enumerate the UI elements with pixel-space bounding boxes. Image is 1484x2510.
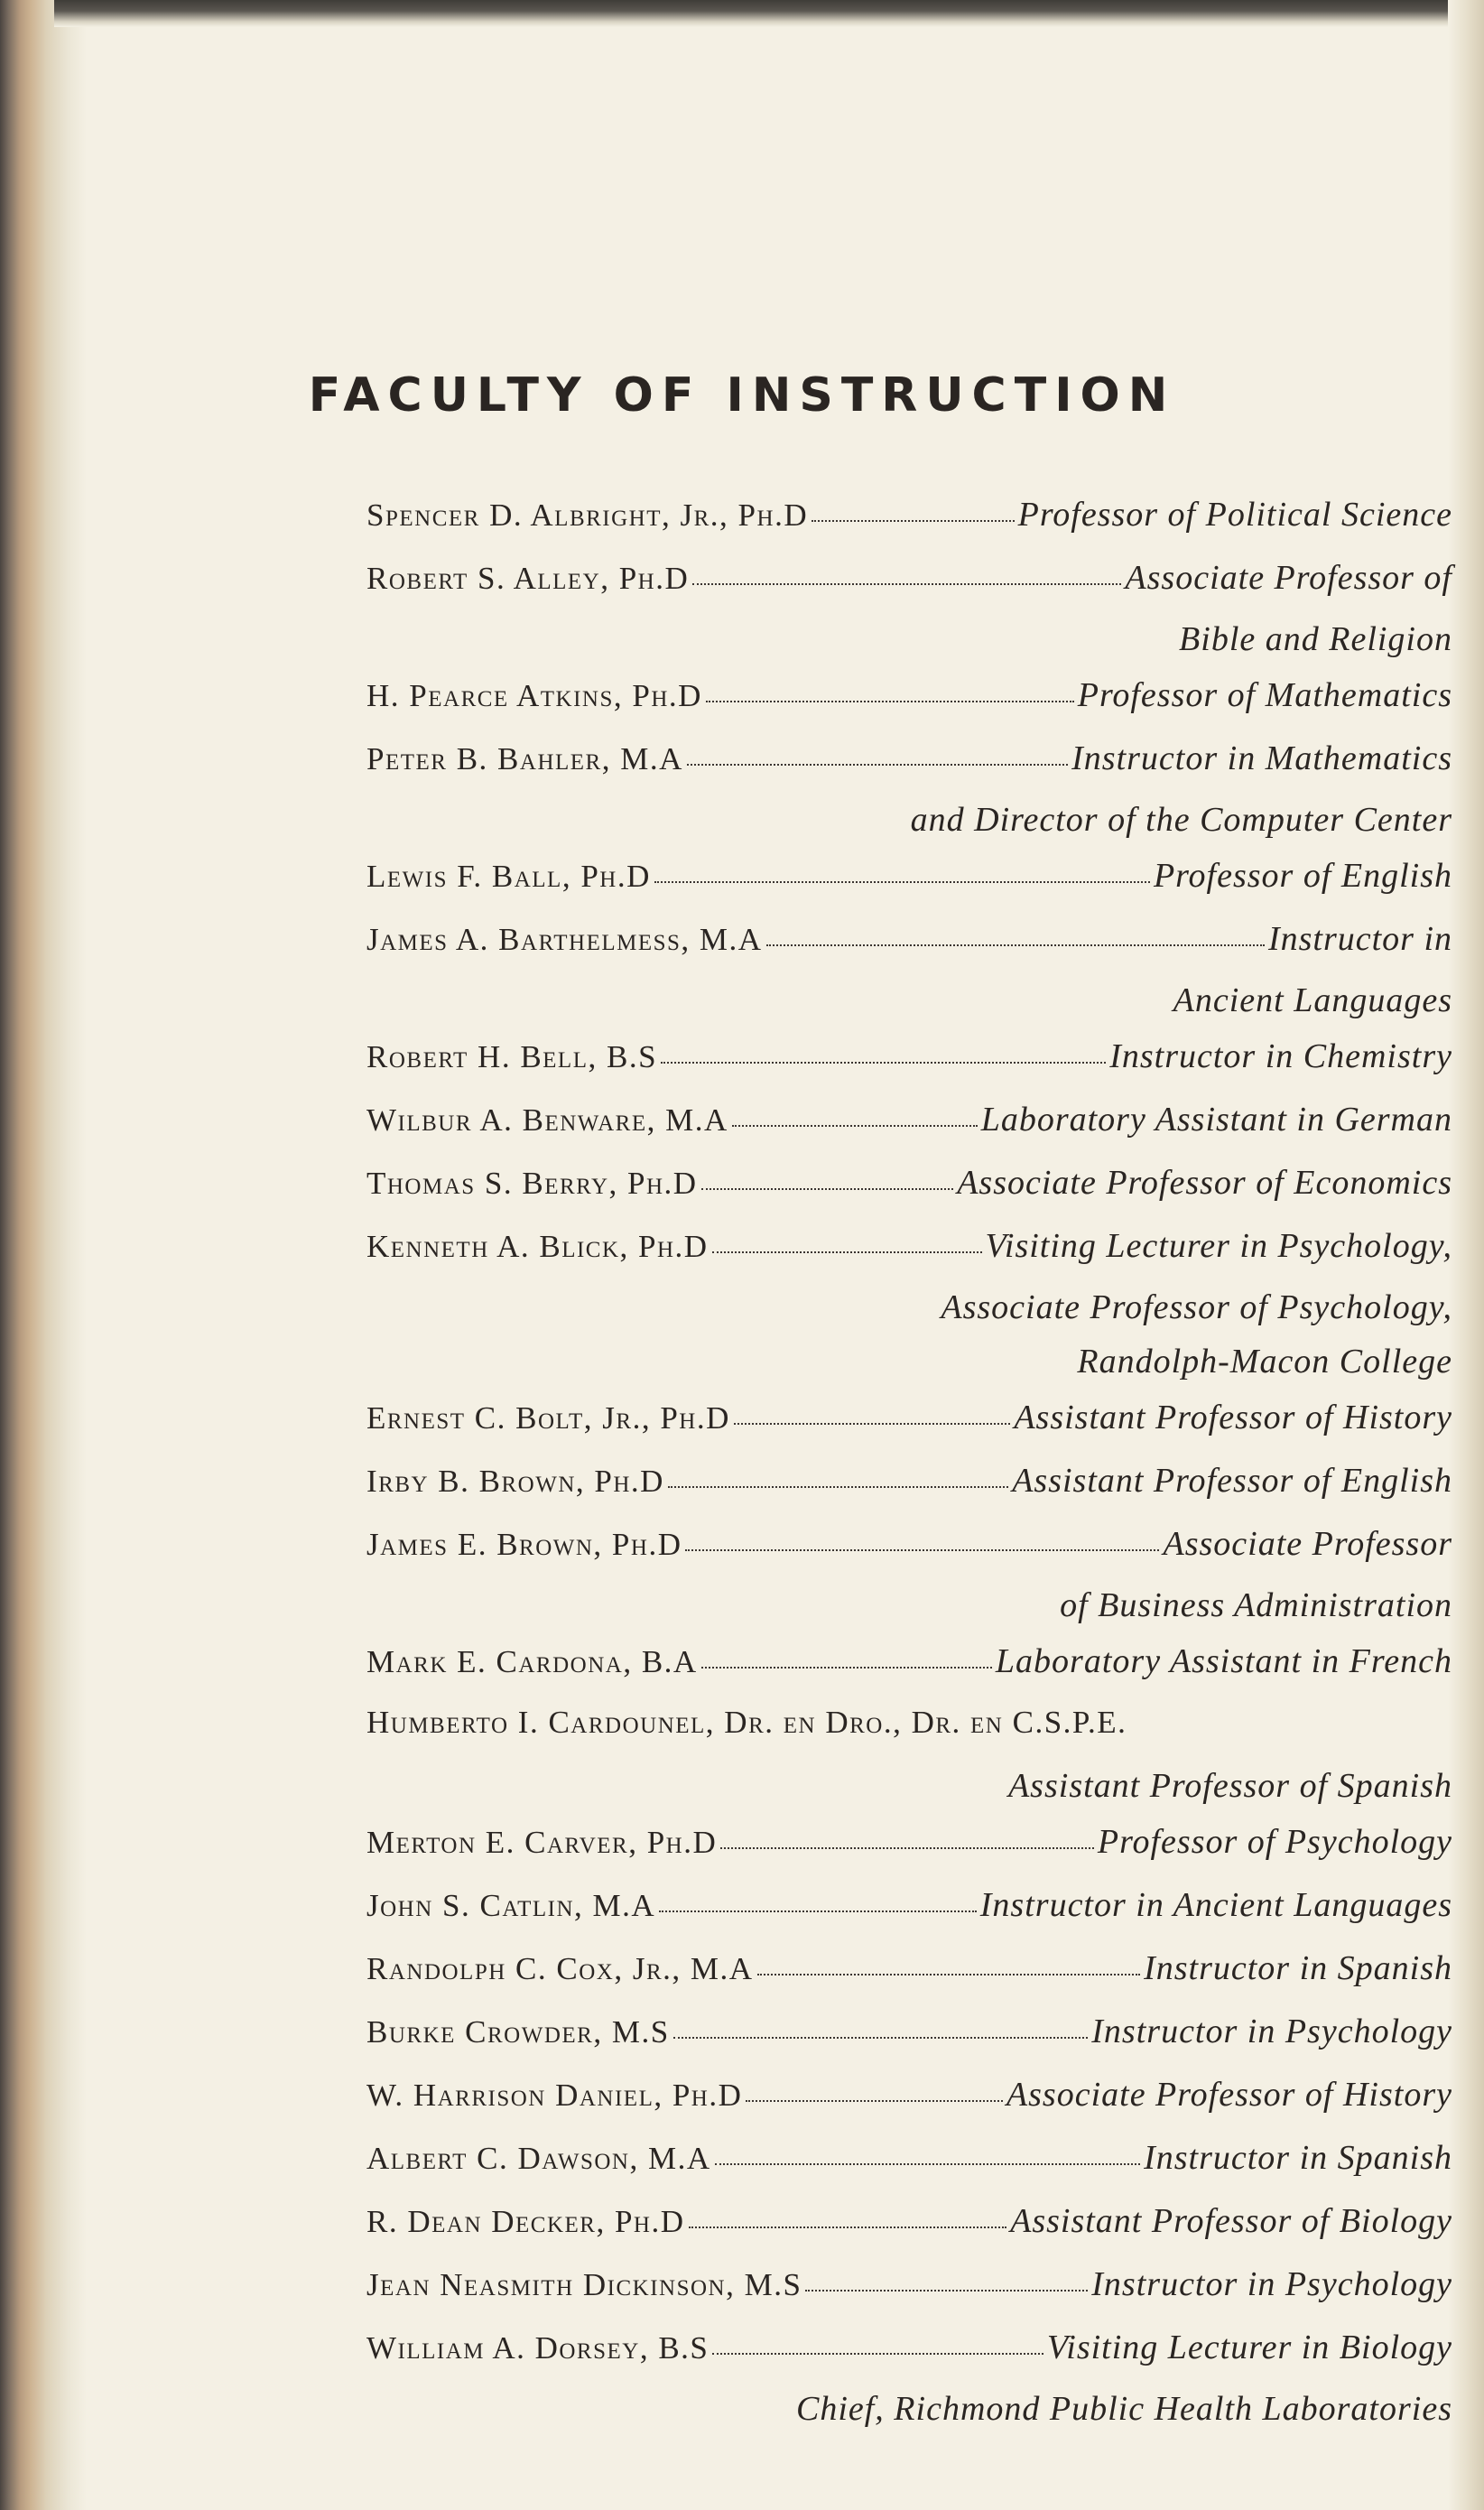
faculty-entry-row bbox=[366, 1163, 1452, 1217]
faculty-entry-row bbox=[366, 1822, 1452, 1876]
faculty-name: Robert S. Alley, Ph.D bbox=[366, 561, 690, 596]
faculty-name: Kenneth A. Blick, Ph.D bbox=[366, 1229, 709, 1264]
dot-leader bbox=[654, 881, 1150, 883]
faculty-position-continuation: Associate Professor of Psychology, bbox=[941, 1288, 1452, 1326]
faculty-name: Merton E. Carver, Ph.D bbox=[366, 1825, 718, 1860]
dot-leader bbox=[706, 701, 1074, 702]
faculty-name: W. Harrison Daniel, Ph.D bbox=[366, 2078, 743, 2113]
faculty-entry bbox=[366, 1100, 1452, 1154]
faculty-entry bbox=[366, 1885, 1452, 1939]
faculty-entry-row bbox=[366, 1100, 1452, 1154]
faculty-position: Visiting Lecturer in Biology bbox=[1046, 2329, 1452, 2366]
faculty-position: Professor of Political Science bbox=[1017, 496, 1452, 534]
faculty-position-continuation: Randolph-Macon College bbox=[1077, 1343, 1452, 1380]
faculty-entry-row bbox=[366, 1524, 1452, 1578]
faculty-entry-row bbox=[366, 2138, 1452, 2192]
faculty-entry-row bbox=[366, 739, 1452, 793]
faculty-position: Associate Professor of Economics bbox=[957, 1164, 1452, 1202]
faculty-entry bbox=[366, 675, 1452, 730]
dot-leader bbox=[692, 583, 1121, 585]
faculty-name: Burke Crowder, M.S bbox=[366, 2014, 670, 2050]
dot-leader bbox=[712, 2353, 1043, 2355]
faculty-entry-row bbox=[366, 558, 1452, 612]
faculty-position: Professor of Mathematics bbox=[1077, 676, 1452, 714]
faculty-position: Instructor in bbox=[1267, 920, 1452, 958]
faculty-entry bbox=[366, 2328, 1452, 2436]
faculty-entry bbox=[366, 1163, 1452, 1217]
faculty-entry-row bbox=[366, 2328, 1452, 2382]
faculty-entry-row bbox=[366, 1037, 1452, 1091]
faculty-name: Peter B. Bahler, M.A bbox=[366, 741, 683, 776]
dot-leader bbox=[673, 2037, 1089, 2039]
faculty-position: Laboratory Assistant in French bbox=[995, 1642, 1452, 1680]
faculty-position: Instructor in Spanish bbox=[1144, 2139, 1452, 2177]
faculty-position: Assistant Professor of English bbox=[1012, 1462, 1452, 1500]
faculty-position: Associate Professor bbox=[1163, 1525, 1452, 1563]
dot-leader bbox=[689, 2226, 1007, 2228]
faculty-position-continuation: and Director of the Computer Center bbox=[910, 801, 1452, 839]
faculty-entry bbox=[366, 1037, 1452, 1091]
faculty-name: H. Pearce Atkins, Ph.D bbox=[366, 678, 702, 713]
faculty-entry bbox=[366, 1822, 1452, 1876]
faculty-entry bbox=[366, 558, 1452, 666]
faculty-name: Humberto I. Cardounel, Dr. en Dro., Dr. en C.S.P.E. bbox=[366, 1705, 1127, 1740]
faculty-name: James A. Barthelmess, M.A bbox=[366, 922, 763, 957]
book-top-edge bbox=[54, 0, 1484, 27]
faculty-name: Spencer D. Albright, Jr., Ph.D bbox=[366, 497, 809, 533]
dot-leader bbox=[687, 764, 1068, 766]
faculty-position: Associate Professor of bbox=[1125, 559, 1452, 597]
faculty-entry-row bbox=[366, 675, 1452, 730]
dot-leader bbox=[805, 2290, 1088, 2292]
faculty-entry-row bbox=[366, 1461, 1452, 1515]
faculty-entry bbox=[366, 495, 1452, 549]
faculty-position: Instructor in Psychology bbox=[1091, 2265, 1452, 2303]
faculty-position: Associate Professor of History bbox=[1006, 2076, 1452, 2114]
faculty-position-continuation: of Business Administration bbox=[1060, 1586, 1452, 1624]
faculty-entry-row bbox=[366, 1641, 1452, 1696]
faculty-name: Jean Neasmith Dickinson, M.S bbox=[366, 2267, 802, 2302]
faculty-entry-row bbox=[366, 2012, 1452, 2066]
faculty-name: Thomas S. Berry, Ph.D bbox=[366, 1166, 698, 1201]
faculty-name: James E. Brown, Ph.D bbox=[366, 1527, 682, 1562]
faculty-position-continuation: Assistant Professor of Spanish bbox=[1007, 1767, 1452, 1805]
faculty-name: John S. Catlin, M.A bbox=[366, 1888, 656, 1923]
faculty-entry-row bbox=[366, 2201, 1452, 2255]
faculty-position: Laboratory Assistant in German bbox=[980, 1101, 1452, 1139]
faculty-entry-row bbox=[366, 919, 1452, 973]
dot-leader bbox=[701, 1188, 954, 1190]
faculty-position: Professor of Psychology bbox=[1097, 1823, 1452, 1861]
faculty-name: Albert C. Dawson, M.A bbox=[366, 2141, 711, 2176]
faculty-name: Wilbur A. Benware, M.A bbox=[366, 1102, 728, 1138]
faculty-entry bbox=[366, 739, 1452, 847]
dot-leader bbox=[734, 1423, 1010, 1425]
dot-leader bbox=[757, 1974, 1141, 1975]
faculty-entry bbox=[366, 1948, 1452, 2003]
faculty-entry bbox=[366, 1641, 1452, 1696]
faculty-entry bbox=[366, 2264, 1452, 2319]
faculty-position-continuation: Chief, Richmond Public Health Laboratories bbox=[795, 2390, 1452, 2428]
faculty-entry bbox=[366, 1398, 1452, 1452]
faculty-name: Mark E. Cardona, B.A bbox=[366, 1644, 698, 1679]
faculty-name: R. Dean Decker, Ph.D bbox=[366, 2204, 685, 2239]
dot-leader bbox=[685, 1549, 1159, 1551]
faculty-entry bbox=[366, 2201, 1452, 2255]
faculty-entry bbox=[366, 2012, 1452, 2066]
faculty-entry-row bbox=[366, 1885, 1452, 1939]
faculty-position: Visiting Lecturer in Psychology, bbox=[985, 1227, 1452, 1265]
dot-leader bbox=[715, 2163, 1140, 2165]
faculty-entry bbox=[366, 1461, 1452, 1515]
faculty-position: Instructor in Chemistry bbox=[1109, 1037, 1452, 1075]
faculty-entry bbox=[366, 1524, 1452, 1632]
faculty-name: Lewis F. Ball, Ph.D bbox=[366, 859, 651, 894]
dot-leader bbox=[732, 1125, 978, 1127]
faculty-entry-row bbox=[366, 1705, 1452, 1759]
faculty-entry-row bbox=[366, 1398, 1452, 1452]
dot-leader bbox=[746, 2100, 1003, 2102]
faculty-entry-row bbox=[366, 856, 1452, 910]
faculty-name: William A. Dorsey, B.S bbox=[366, 2330, 710, 2366]
faculty-entry bbox=[366, 1226, 1452, 1389]
faculty-position-continuation: Bible and Religion bbox=[1179, 620, 1452, 658]
dot-leader bbox=[712, 1251, 982, 1253]
faculty-name: Irby B. Brown, Ph.D bbox=[366, 1464, 664, 1499]
dot-leader bbox=[701, 1667, 992, 1669]
faculty-name: Randolph C. Cox, Jr., M.A bbox=[366, 1951, 754, 1986]
dot-leader bbox=[659, 1910, 977, 1912]
faculty-entry bbox=[366, 919, 1452, 1027]
faculty-entry-row bbox=[366, 1226, 1452, 1280]
faculty-entry bbox=[366, 2138, 1452, 2192]
faculty-name: Ernest C. Bolt, Jr., Ph.D bbox=[366, 1400, 730, 1436]
faculty-list bbox=[366, 495, 1452, 2445]
dot-leader bbox=[668, 1486, 1008, 1488]
faculty-name: Robert H. Bell, B.S bbox=[366, 1039, 658, 1074]
faculty-position: Assistant Professor of History bbox=[1014, 1399, 1452, 1436]
faculty-entry bbox=[366, 1705, 1452, 1813]
faculty-position: Instructor in Mathematics bbox=[1071, 739, 1452, 777]
faculty-entry bbox=[366, 2075, 1452, 2129]
dot-leader bbox=[812, 520, 1015, 522]
faculty-entry-row bbox=[366, 2075, 1452, 2129]
faculty-entry-row bbox=[366, 2264, 1452, 2319]
faculty-position: Professor of English bbox=[1153, 857, 1452, 895]
faculty-entry-row bbox=[366, 1948, 1452, 2003]
dot-leader bbox=[766, 944, 1265, 946]
faculty-entry-row bbox=[366, 495, 1452, 549]
dot-leader bbox=[720, 1847, 1094, 1849]
faculty-position: Instructor in Spanish bbox=[1144, 1949, 1452, 1987]
dot-leader bbox=[661, 1062, 1106, 1064]
faculty-position-continuation: Ancient Languages bbox=[1173, 981, 1452, 1019]
faculty-position: Assistant Professor of Biology bbox=[1010, 2202, 1452, 2240]
faculty-entry bbox=[366, 856, 1452, 910]
faculty-position: Instructor in Ancient Languages bbox=[979, 1886, 1452, 1924]
faculty-position: Instructor in Psychology bbox=[1091, 2013, 1452, 2050]
page-title: FACULTY OF INSTRUCTION bbox=[308, 368, 1176, 423]
